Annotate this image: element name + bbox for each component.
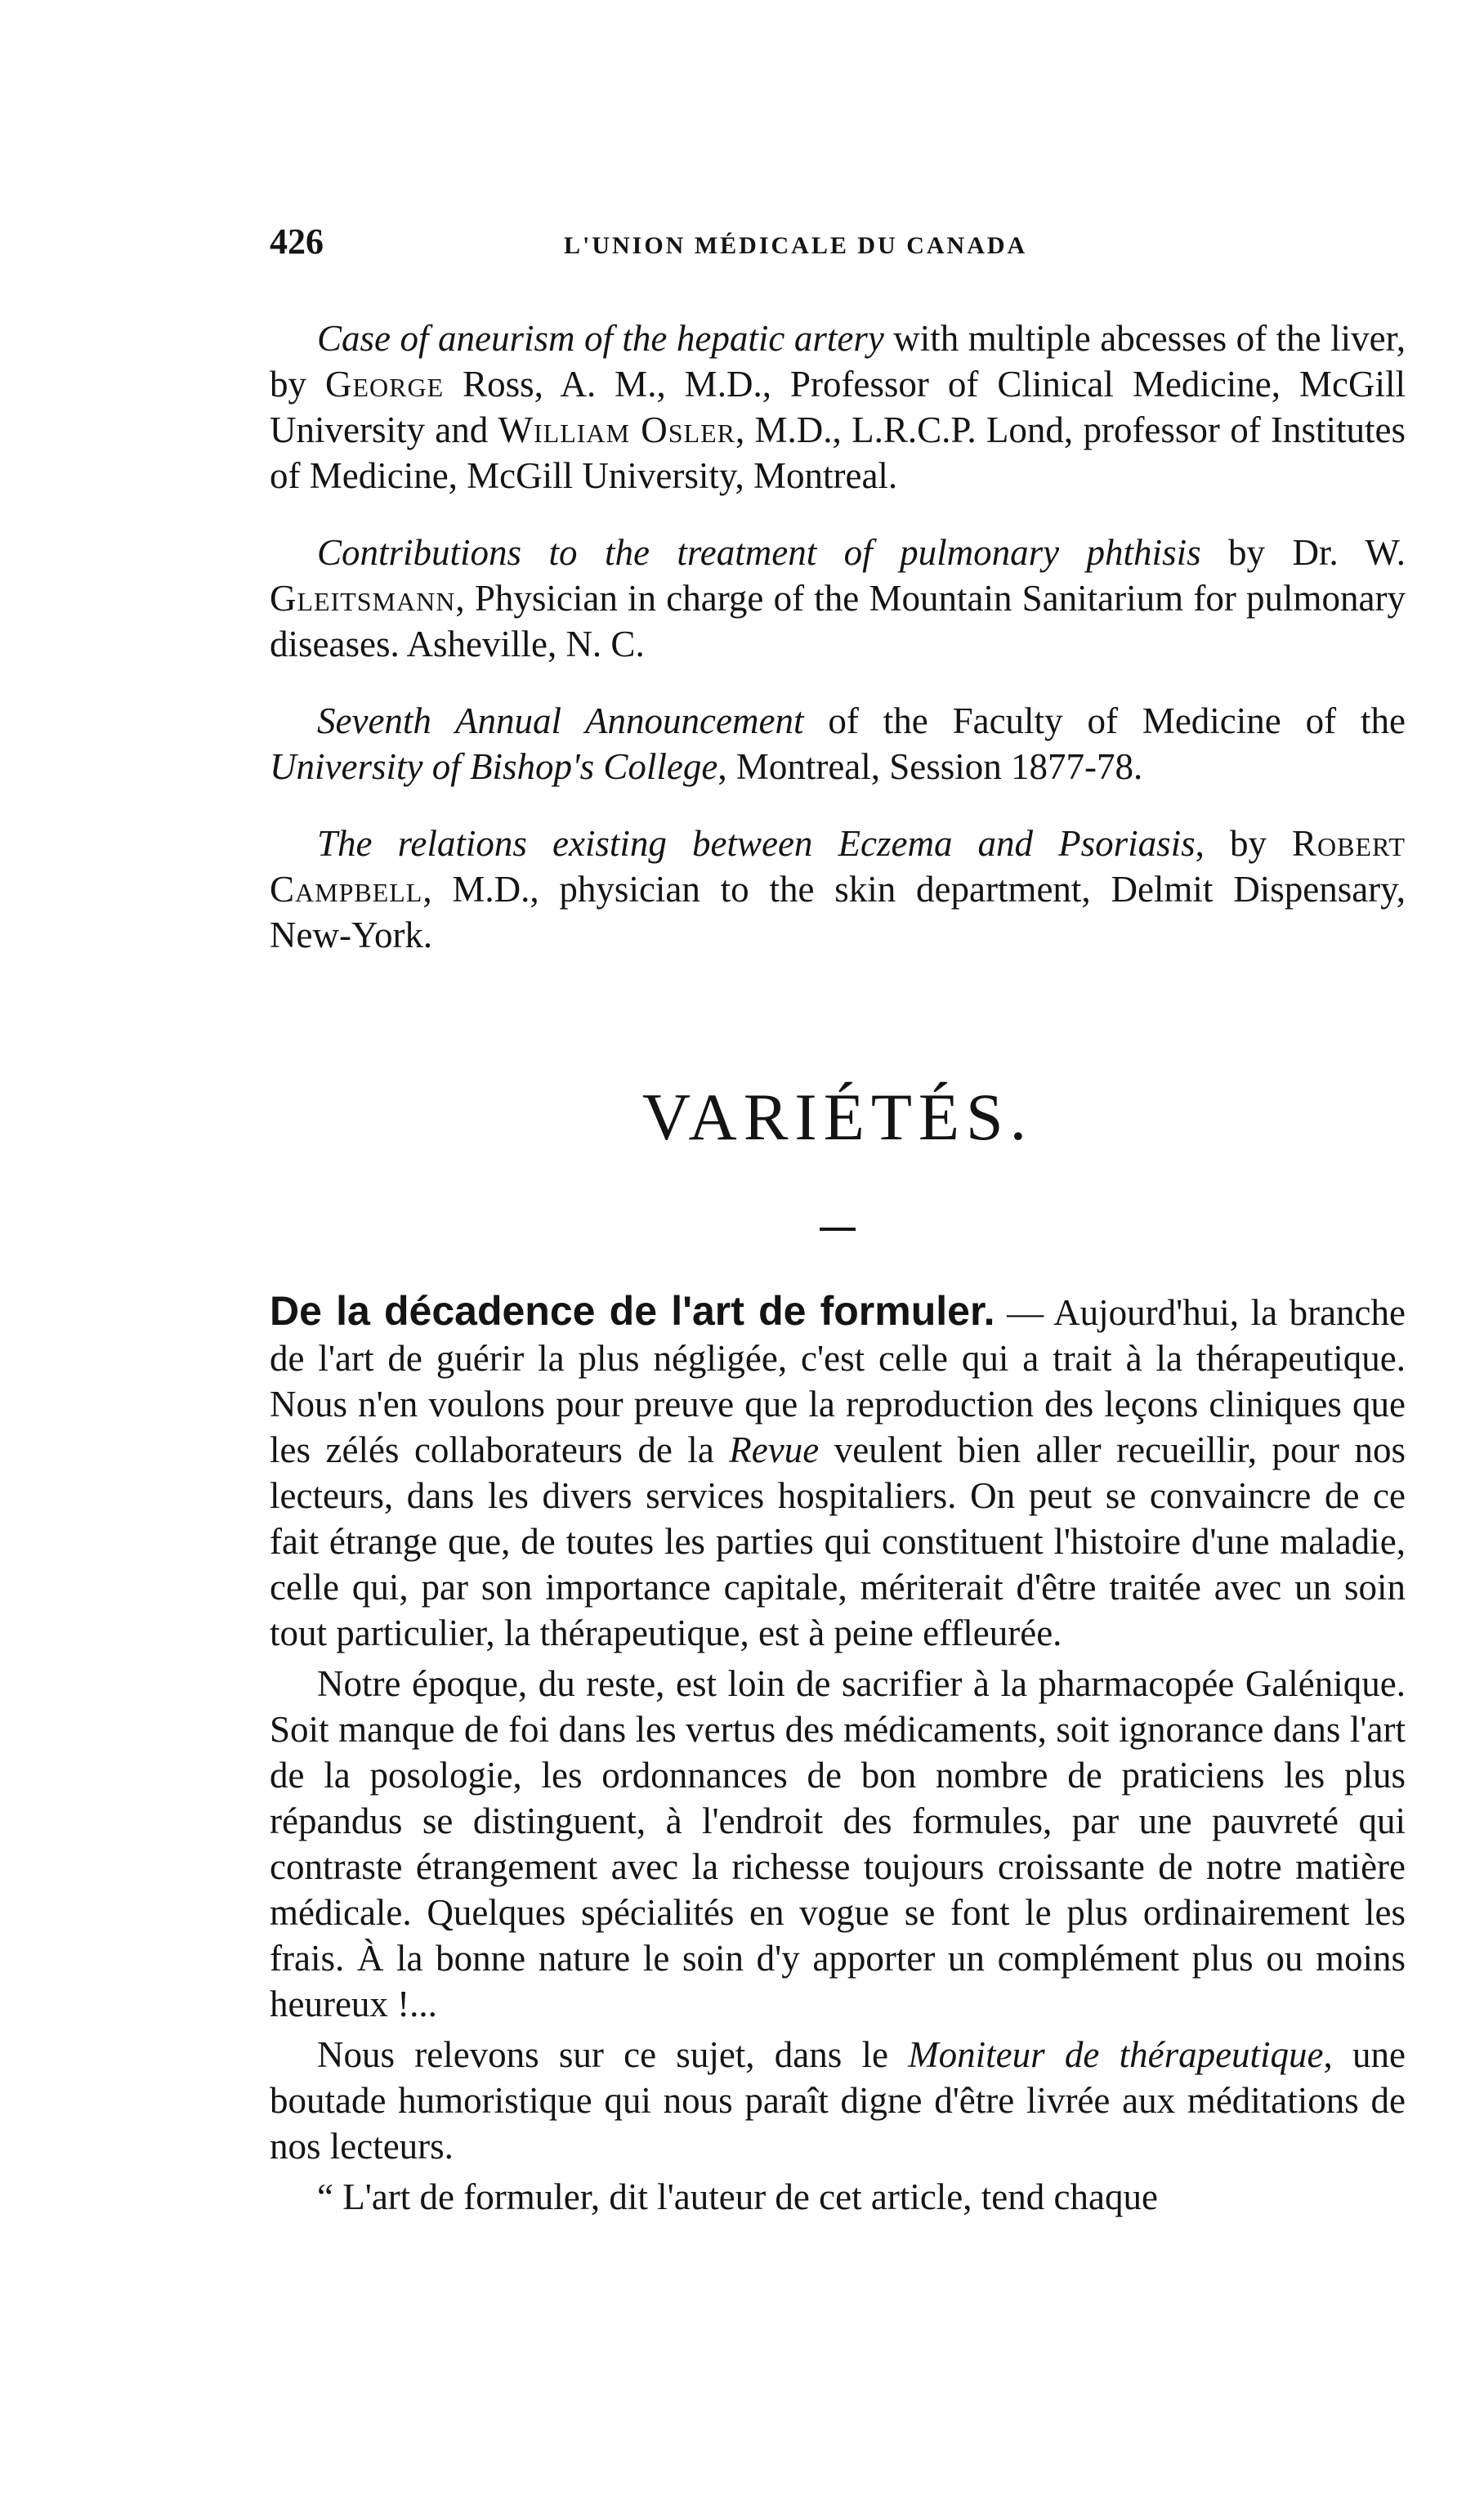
small-caps-name: Robert Campbell [270,823,1406,910]
text-run: with multiple abcesses of the liver, by [270,318,1406,405]
text-run: “ L'art de formuler, dit l'auteur de cet article, tend chaque [317,2176,1158,2217]
text-run: — Aujourd'hui, la branche de l'art de guérir la plus négligée, c'est celle qui a trait à la thérapeutique. Nous n'en voulons pour preuve que la reproduction des leçons cliniques que les zélés collaborateurs de la [270,1292,1406,1470]
article [270,1288,1406,2220]
article-paragraph [270,2032,1406,2169]
text-run: , Physician in charge of the Mountain Sanitarium for pulmonary diseases. Asheville, N. C. [270,578,1406,664]
small-caps-name: William Osler [498,409,735,450]
running-title: L'UNION MÉDICALE DU CANADA [564,232,1028,259]
article-paragraph [270,1661,1406,2027]
text-run: of the Faculty of Medicine of the [803,700,1406,741]
italic-text: University of Bishop's College [270,746,718,787]
page [270,221,1406,2220]
text-run: , une boutade humoristique qui nous paraît digne d'être livrée aux méditations de nos lecteurs. [270,2034,1406,2167]
italic-text: Seventh Annual Announcement [317,700,804,741]
bibliography-entry [270,530,1406,667]
text-run: veulent bien aller recueillir, pour nos lecteurs, dans les divers services hospitaliers. On peut se convaincre de ce fait étrange que, de toutes les parties qui constituent l'histoire d'une maladie, celle qui, par son importance capitale, mériterait d'être traitée avec un soin tout particulier, la thérapeutique, est à peine effleurée. [270,1429,1406,1653]
text-run: , M.D., physician to the skin department, Delmit Dispensary, New-York. [270,869,1406,955]
bibliography-entry [270,698,1406,790]
page-header [270,221,1406,278]
text-run: , Montreal, Session 1877-78. [717,746,1143,787]
page-number: 426 [270,221,324,262]
italic-text: Case of aneurism of the hepatic artery [317,318,884,359]
article-lead-heading: De la décadence de l'art de formuler. [270,1288,995,1334]
italic-text: Contributions to the treatment of pulmonary phthisis [317,532,1201,573]
text-run: Notre époque, du reste, est loin de sacrifier à la pharmacopée Galénique. Soit manque de foi dans les vertus des médicaments, soit ignorance dans l'art de la posologie, les ordonnances de bon nombre de praticiens les plus répandus se distinguent, à l'endroit des formules, par une pauvreté qui contraste étrangement avec la richesse toujours croissante de notre matière médicale. Quelques spécialités en vogue se font le plus ordinairement les frais. À la bonne nature le soin d'y apporter un complément plus ou moins heureux !... [270,1663,1406,2024]
bibliography-list [270,315,1406,958]
small-caps-name: Gleitsmann [270,578,456,619]
section-divider [820,1228,856,1231]
article-paragraph [270,2174,1406,2220]
italic-text: The relations existing between Eczema and Psoriasis [317,823,1196,864]
text-run: by Dr. W. [1200,532,1406,573]
italic-text: Moniteur de thérapeutique [908,2034,1324,2075]
text-run: , M.D., L.R.C.P. Lond, professor of Institutes of Medicine, McGill University, Montreal. [270,409,1406,496]
text-run: Nous relevons sur ce sujet, dans le [317,2034,909,2075]
small-caps-name: George [325,364,445,405]
section-title: VARIÉTÉS. [641,1080,1034,1154]
italic-text: Revue [729,1429,820,1470]
text-run: Ross, A. M., M.D., Professor of Clinical Medicine, McGill University and [270,364,1406,450]
article-body [270,1288,1406,2220]
article-paragraph [270,1288,1406,1656]
bibliography-entry [270,315,1406,499]
bibliography-entry [270,821,1406,958]
text-run: , by [1195,823,1293,864]
